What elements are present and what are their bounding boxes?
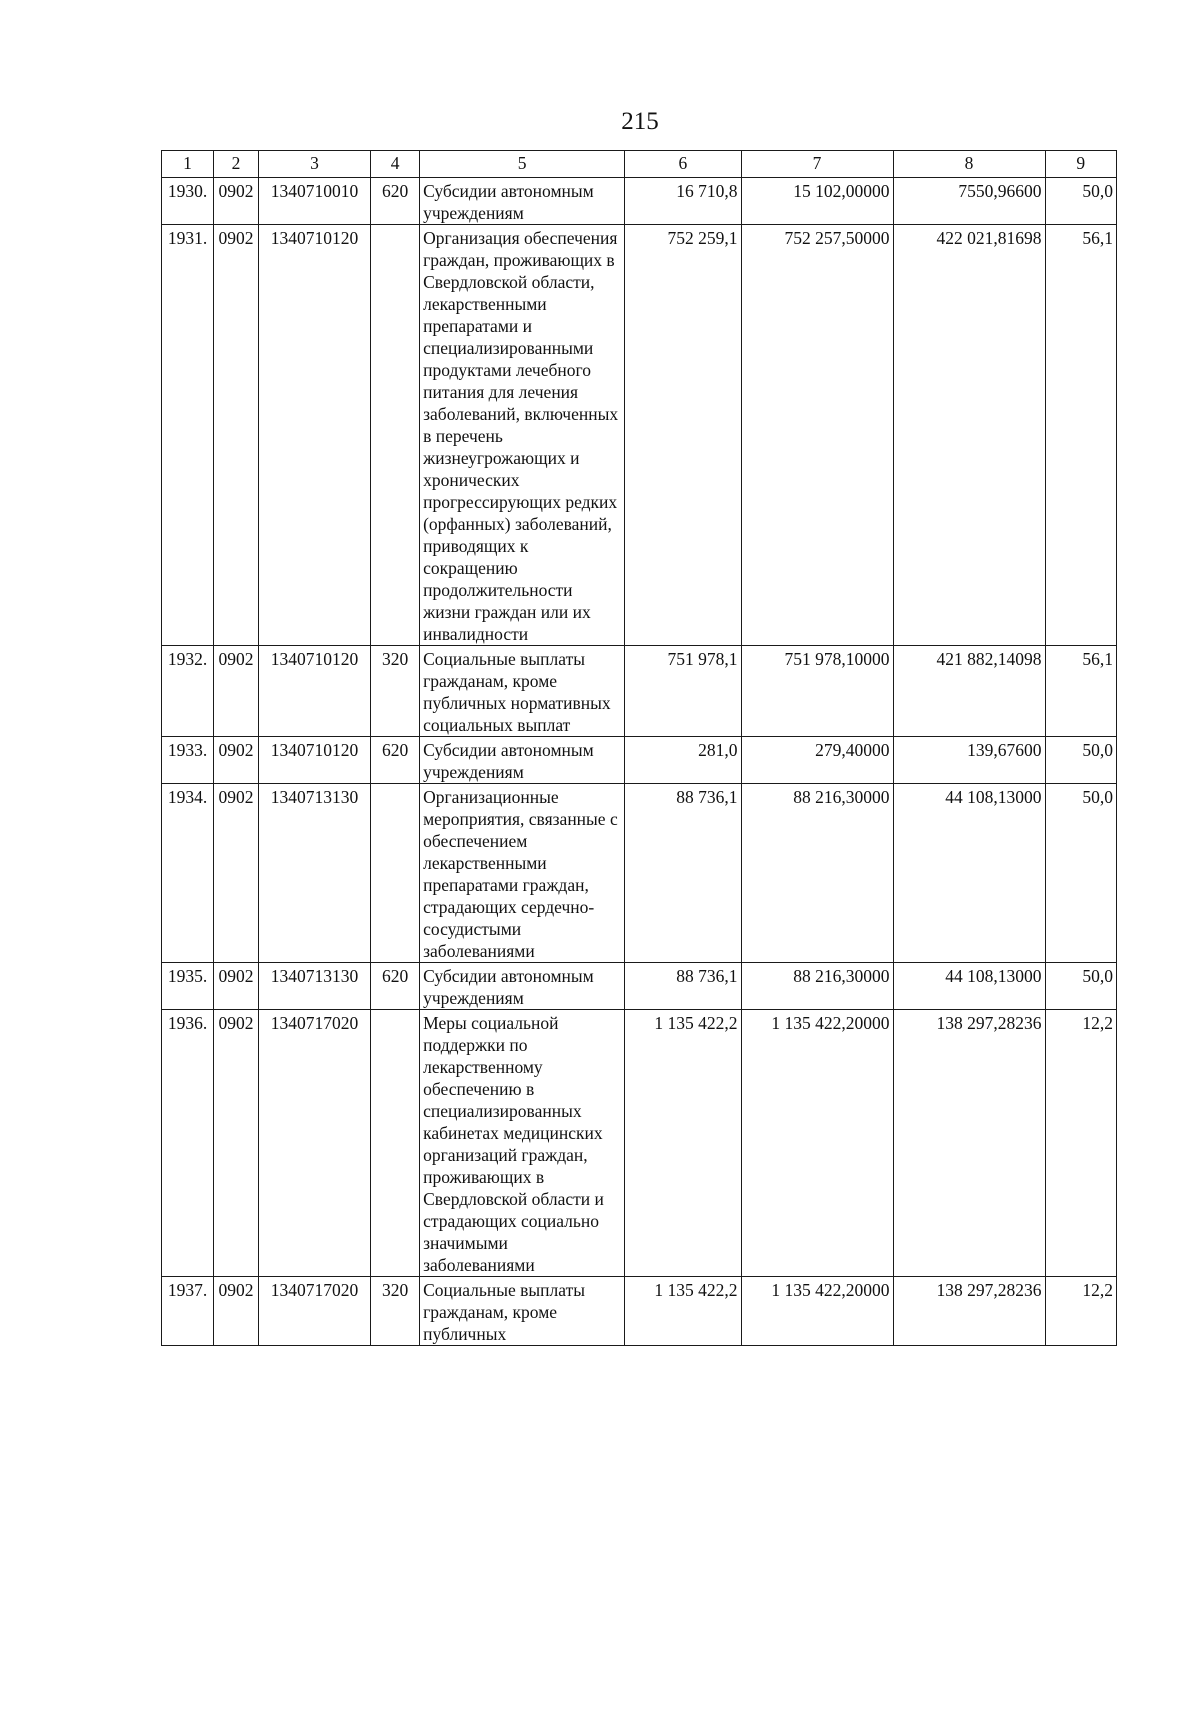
- amount-approved-cell: 15 102,00000: [741, 178, 893, 225]
- amount-executed-cell: 139,67600: [893, 737, 1045, 784]
- target-article-cell: 1340717020: [258, 1010, 370, 1277]
- target-article-cell: 1340710120: [258, 737, 370, 784]
- percent-executed-cell: 50,0: [1045, 963, 1116, 1010]
- description-cell: Организация обеспечения граждан, проживающих в Свердловской области, лекарственными препаратами и специализированными продуктами лечебного питания для лечения заболеваний, включенных в перечень жизнеугрожающих и хронических прогрессирующих редких (орфанных) заболеваний, приводящих к сокращению продолжительности жизни граждан или их инвалидности: [420, 225, 625, 646]
- amount-approved-cell: 751 978,10000: [741, 646, 893, 737]
- section-code-cell: 0902: [214, 963, 259, 1010]
- percent-executed-cell: 12,2: [1045, 1010, 1116, 1277]
- expense-type-cell: [371, 784, 420, 963]
- target-article-cell: 1340717020: [258, 1277, 370, 1346]
- amount-executed-cell: 138 297,28236: [893, 1010, 1045, 1277]
- amount-planned-cell: 1 135 422,2: [625, 1010, 741, 1277]
- column-header: 2: [214, 151, 259, 178]
- column-header: 7: [741, 151, 893, 178]
- column-header: 1: [162, 151, 214, 178]
- description-cell: Социальные выплаты гражданам, кроме публичных: [420, 1277, 625, 1346]
- amount-executed-cell: 7550,96600: [893, 178, 1045, 225]
- table-row: [162, 963, 1117, 1010]
- amount-planned-cell: 88 736,1: [625, 784, 741, 963]
- section-code-cell: 0902: [214, 1010, 259, 1277]
- table-row: [162, 784, 1117, 963]
- amount-executed-cell: 44 108,13000: [893, 963, 1045, 1010]
- row-number-cell: 1935.: [162, 963, 214, 1010]
- expense-type-cell: [371, 1010, 420, 1277]
- row-number-cell: 1932.: [162, 646, 214, 737]
- section-code-cell: 0902: [214, 178, 259, 225]
- column-header: 5: [420, 151, 625, 178]
- amount-approved-cell: 1 135 422,20000: [741, 1010, 893, 1277]
- row-number-cell: 1936.: [162, 1010, 214, 1277]
- amount-approved-cell: 1 135 422,20000: [741, 1277, 893, 1346]
- row-number-cell: 1937.: [162, 1277, 214, 1346]
- target-article-cell: 1340710120: [258, 646, 370, 737]
- column-header: 6: [625, 151, 741, 178]
- description-cell: Социальные выплаты гражданам, кроме публичных нормативных социальных выплат: [420, 646, 625, 737]
- expense-type-cell: 620: [371, 737, 420, 784]
- section-code-cell: 0902: [214, 646, 259, 737]
- amount-executed-cell: 138 297,28236: [893, 1277, 1045, 1346]
- column-header: 4: [371, 151, 420, 178]
- amount-planned-cell: 751 978,1: [625, 646, 741, 737]
- amount-executed-cell: 44 108,13000: [893, 784, 1045, 963]
- percent-executed-cell: 56,1: [1045, 225, 1116, 646]
- budget-table: [161, 150, 1117, 1346]
- amount-planned-cell: 88 736,1: [625, 963, 741, 1010]
- section-code-cell: 0902: [214, 737, 259, 784]
- table-row: [162, 737, 1117, 784]
- row-number-cell: 1934.: [162, 784, 214, 963]
- column-header: 8: [893, 151, 1045, 178]
- column-header: 9: [1045, 151, 1116, 178]
- description-cell: Субсидии автономным учреждениям: [420, 178, 625, 225]
- percent-executed-cell: 56,1: [1045, 646, 1116, 737]
- expense-type-cell: 620: [371, 178, 420, 225]
- expense-type-cell: [371, 225, 420, 646]
- expense-type-cell: 620: [371, 963, 420, 1010]
- target-article-cell: 1340710120: [258, 225, 370, 646]
- description-cell: Субсидии автономным учреждениям: [420, 737, 625, 784]
- target-article-cell: 1340710010: [258, 178, 370, 225]
- description-cell: Меры социальной поддержки по лекарственному обеспечению в специализированных кабинетах медицинских организаций граждан, проживающих в Свердловской области и страдающих социально значимыми заболеваниями: [420, 1010, 625, 1277]
- table-row: [162, 1277, 1117, 1346]
- table-row: [162, 178, 1117, 225]
- section-code-cell: 0902: [214, 784, 259, 963]
- amount-planned-cell: 16 710,8: [625, 178, 741, 225]
- section-code-cell: 0902: [214, 225, 259, 646]
- percent-executed-cell: 50,0: [1045, 178, 1116, 225]
- expense-type-cell: 320: [371, 1277, 420, 1346]
- target-article-cell: 1340713130: [258, 784, 370, 963]
- amount-approved-cell: 752 257,50000: [741, 225, 893, 646]
- section-code-cell: 0902: [214, 1277, 259, 1346]
- percent-executed-cell: 12,2: [1045, 1277, 1116, 1346]
- table-row: [162, 1010, 1117, 1277]
- row-number-cell: 1931.: [162, 225, 214, 646]
- percent-executed-cell: 50,0: [1045, 737, 1116, 784]
- row-number-cell: 1930.: [162, 178, 214, 225]
- amount-planned-cell: 1 135 422,2: [625, 1277, 741, 1346]
- amount-executed-cell: 422 021,81698: [893, 225, 1045, 646]
- amount-planned-cell: 752 259,1: [625, 225, 741, 646]
- table-row: [162, 225, 1117, 646]
- amount-approved-cell: 88 216,30000: [741, 784, 893, 963]
- description-cell: Организационные мероприятия, связанные с обеспечением лекарственными препаратами граждан, страдающих сердечно-сосудистыми заболеваниями: [420, 784, 625, 963]
- header-row: [162, 151, 1117, 178]
- table-row: [162, 646, 1117, 737]
- description-cell: Субсидии автономным учреждениям: [420, 963, 625, 1010]
- target-article-cell: 1340713130: [258, 963, 370, 1010]
- row-number-cell: 1933.: [162, 737, 214, 784]
- expense-type-cell: 320: [371, 646, 420, 737]
- amount-executed-cell: 421 882,14098: [893, 646, 1045, 737]
- amount-approved-cell: 279,40000: [741, 737, 893, 784]
- column-header: 3: [258, 151, 370, 178]
- amount-approved-cell: 88 216,30000: [741, 963, 893, 1010]
- amount-planned-cell: 281,0: [625, 737, 741, 784]
- page-number: 215: [621, 108, 659, 135]
- percent-executed-cell: 50,0: [1045, 784, 1116, 963]
